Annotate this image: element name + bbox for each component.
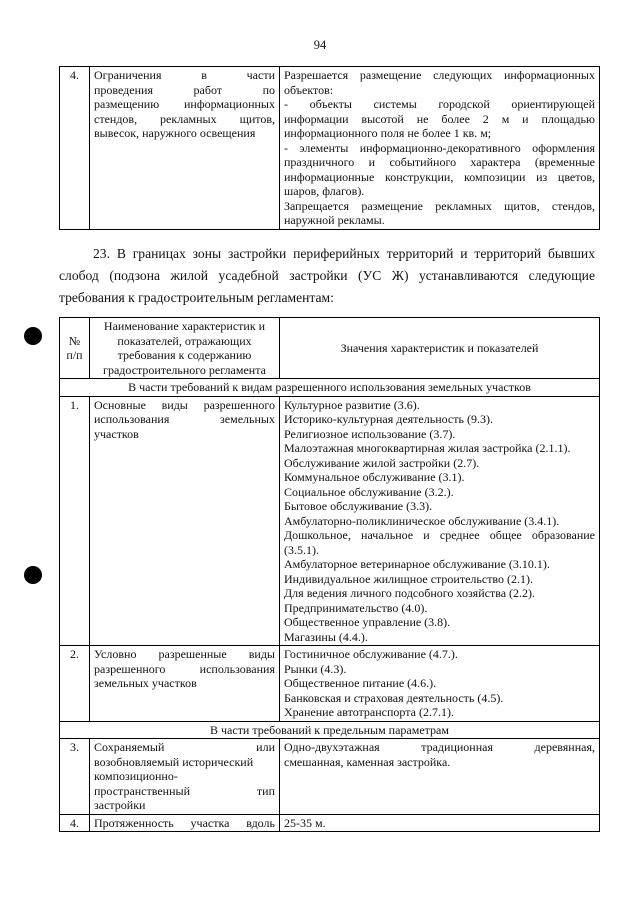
list-item: Дошкольное, начальное и среднее общее образование (3.5.1).	[284, 528, 595, 557]
list-item: Для ведения личного подсобного хозяйства (2.2).	[284, 586, 536, 600]
table-header-row	[60, 318, 600, 379]
text-line: проведения работ по	[94, 82, 275, 97]
text-line: Запрещается размещение рекламных щитов, стендов,	[284, 198, 595, 213]
characteristic-value	[280, 396, 600, 646]
text-line: Разрешается размещение следующих информационных	[284, 68, 595, 82]
text-line: показателей, отражающих	[117, 333, 252, 348]
list-item: Общественное питание (4.6.).	[284, 676, 437, 690]
text-line: разрешенного использования	[94, 661, 275, 676]
text-line: требования к содержанию	[117, 348, 252, 362]
text-line: использования земельных	[94, 412, 275, 426]
table-row	[60, 396, 600, 646]
list-item: Бытовое обслуживание (3.3).	[284, 499, 433, 513]
text-line: праздничного и событийного характера (временные	[284, 155, 595, 169]
text-line: градостроительного регламента	[103, 362, 266, 377]
text-line: Сохраняемый или	[94, 740, 275, 754]
list-item: Амбулаторное ветеринарное обслуживание (3.10.1).	[284, 557, 550, 571]
text-line: наружной рекламы.	[284, 213, 385, 227]
characteristic-value	[280, 739, 600, 815]
header-value: Значения характеристик и показателей	[280, 318, 600, 379]
table-row	[60, 67, 600, 230]
list-item: Амбулаторно-поликлиническое обслуживание (3.4.1).	[284, 513, 560, 528]
text-line: Одно-двухэтажная традиционная деревянная,	[284, 740, 595, 754]
list-item: Обслуживание жилой застройки (2.7).	[284, 455, 480, 470]
list-item: Банковская и страховая деятельность (4.5).	[284, 690, 504, 705]
row-number: 3.	[60, 739, 90, 815]
text-line: вывесок, наружного освещения	[94, 126, 256, 140]
text-line: застройки	[94, 798, 146, 812]
paragraph-23	[59, 243, 595, 309]
punch-hole	[24, 327, 42, 345]
section-heading: В части требований к видам разрешенного использования земельных участков	[60, 379, 600, 397]
text-line: Наименование характеристик и	[103, 319, 266, 333]
row-number: 4.	[60, 814, 90, 832]
section-heading: В части требований к предельным параметрам	[60, 721, 600, 739]
row-number: 2.	[60, 646, 90, 722]
list-item: Общественное управление (3.8).	[284, 615, 451, 629]
page-number: 94	[313, 38, 327, 52]
text-line: пространственный тип	[94, 783, 275, 798]
header-name	[90, 318, 280, 379]
paragraph-line: слобод (подзона жилой усадебной застройки (УС Ж) устанавливаются следующие	[59, 268, 595, 283]
text-line: шаров, флагов).	[284, 184, 365, 198]
row-number: 4.	[60, 67, 90, 230]
text-line: информационные конструкции, композиции из цветов,	[284, 169, 595, 184]
list-item: Магазины (4.4.).	[284, 629, 368, 644]
text-line: Основные виды разрешенного	[94, 397, 275, 412]
table-row	[60, 814, 600, 832]
text-line: участков	[94, 426, 139, 441]
row-number: 1.	[60, 396, 90, 646]
characteristic-value	[280, 67, 600, 230]
characteristic-value: 25-35 м.	[280, 814, 600, 832]
characteristic-name	[90, 396, 280, 646]
text-line: - элементы информационно-декоративного оформления	[284, 140, 595, 155]
text-line: информации высотой не более 2 м и площадью	[284, 111, 595, 126]
text-line: размещению информационных	[94, 97, 275, 111]
table-row	[60, 739, 600, 815]
list-item: Коммунальное обслуживание (3.1).	[284, 470, 465, 484]
text-line: возобновляемый исторический	[94, 754, 254, 769]
text-line: Условно разрешенные виды	[94, 647, 275, 661]
text-line: объектов:	[284, 82, 334, 97]
characteristic-name	[90, 739, 280, 815]
section-row	[60, 721, 600, 739]
list-item: Социальное обслуживание (3.2.).	[284, 484, 454, 499]
characteristic-name	[90, 67, 280, 230]
section-row	[60, 379, 600, 397]
text-line: Ограничения в части	[94, 68, 275, 82]
list-item: Историко-культурная деятельность (9.3).	[284, 412, 493, 426]
text-line: смешанная, каменная застройка.	[284, 754, 451, 769]
list-item: Религиозное использование (3.7).	[284, 426, 456, 441]
list-item: Индивидуальное жилищное строительство (2.1).	[284, 571, 534, 586]
list-item: Гостиничное обслуживание (4.7.).	[284, 647, 458, 661]
text-line: стендов, рекламных щитов,	[94, 111, 275, 126]
restrictions-table	[59, 66, 600, 230]
text-line: земельных участков	[94, 676, 197, 690]
regulations-table	[59, 317, 600, 832]
table-row	[60, 646, 600, 722]
text-line: композиционно-	[94, 769, 178, 783]
text-line: - объекты системы городской ориентирующей	[284, 97, 595, 111]
punch-hole	[24, 566, 42, 584]
list-item: Рынки (4.3).	[284, 661, 347, 676]
list-item: Культурное развитие (3.6).	[284, 397, 420, 412]
characteristic-name: Протяженность участка вдоль	[90, 814, 280, 832]
list-item: Хранение автотранспорта (2.7.1).	[284, 705, 454, 719]
text-line: информационного поля не более 1 кв. м;	[284, 126, 492, 140]
paragraph-line: требования к градостроительным регламентам:	[59, 290, 334, 305]
header-number: № п/п	[60, 318, 90, 379]
list-item: Предпринимательство (4.0).	[284, 600, 428, 615]
characteristic-value	[280, 646, 600, 722]
list-item: Малоэтажная многоквартирная жилая застройка (2.1.1).	[284, 441, 571, 455]
paragraph-line: 23. В границах зоны застройки периферийных территорий и территорий бывших	[93, 246, 595, 261]
characteristic-name	[90, 646, 280, 722]
